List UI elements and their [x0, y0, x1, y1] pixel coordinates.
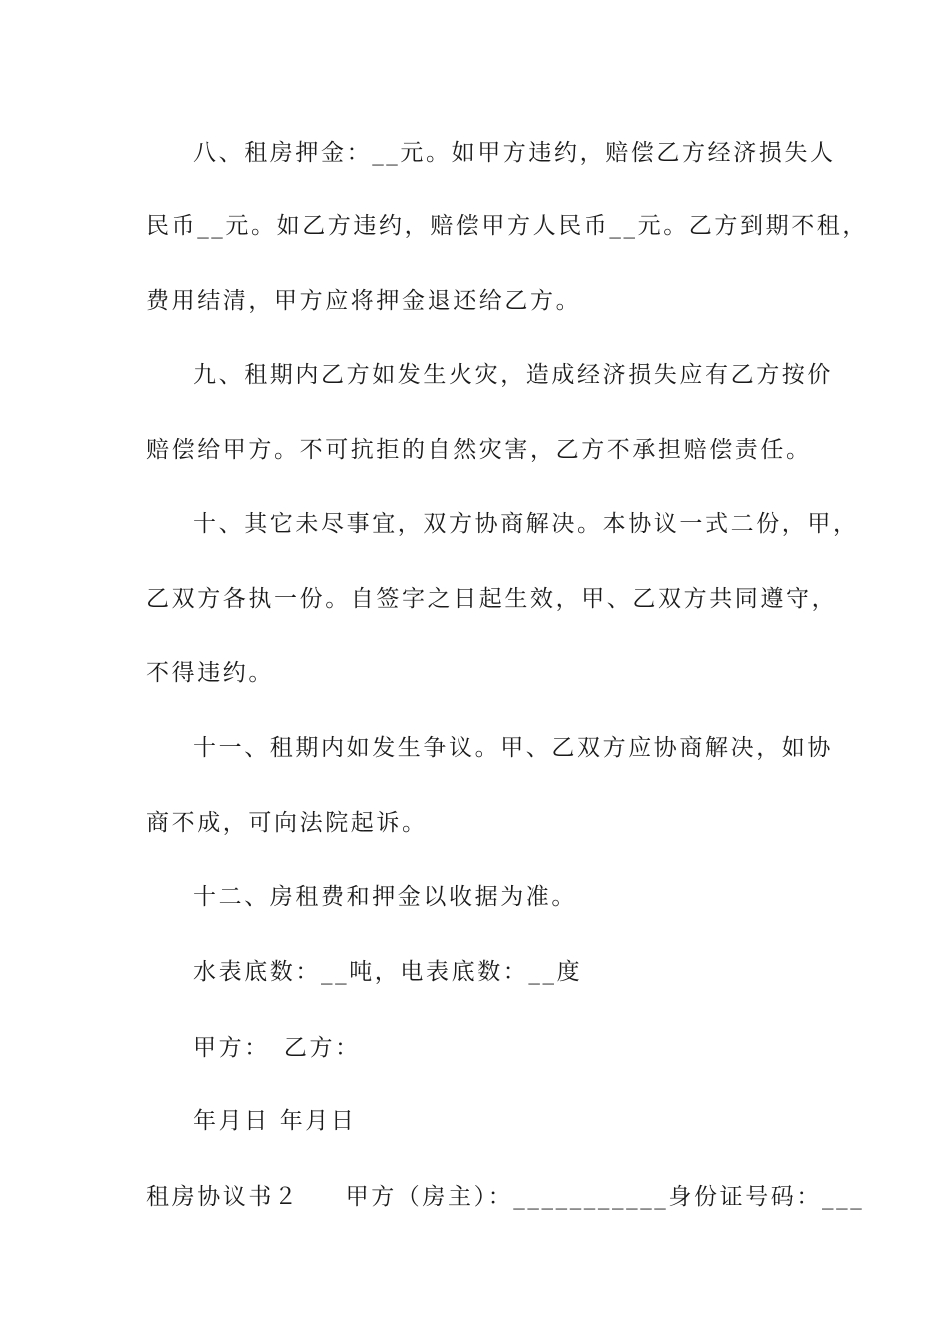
party-a-id-line: 甲方（房主）：___________身份证号码：___	[345, 1184, 865, 1210]
clause-12-line-1: 十二、房租费和押金以收据为准。	[193, 884, 577, 910]
clause-11-line-2: 商不成，可向法院起诉。	[146, 810, 428, 836]
signature-dates: 年月日 年月日	[193, 1108, 357, 1134]
clause-9-line-2: 赔偿给甲方。不可抗拒的自然灾害，乙方不承担赔偿责任。	[146, 437, 812, 463]
clause-8-line-3: 费用结清，甲方应将押金退还给乙方。	[146, 288, 582, 314]
clause-8-line-2: 民币__元。如乙方违约，赔偿甲方人民币__元。乙方到期不租，	[146, 213, 868, 239]
next-document-title: 租房协议书２	[146, 1184, 300, 1210]
clause-10-line-2: 乙双方各执一份。自签字之日起生效，甲、乙双方共同遵守，	[146, 586, 838, 612]
clause-8-line-1: 八、租房押金：__元。如甲方违约，赔偿乙方经济损失人	[193, 140, 836, 166]
clause-9-line-1: 九、租期内乙方如发生火灾，造成经济损失应有乙方按价	[193, 362, 833, 388]
meter-readings: 水表底数：__吨，电表底数：__度	[193, 959, 583, 985]
clause-11-line-1: 十一、租期内如发生争议。甲、乙双方应协商解决，如协	[193, 735, 833, 761]
next-document-header	[146, 1182, 864, 1212]
signature-parties: 甲方： 乙方：	[193, 1035, 361, 1061]
clause-10-line-3: 不得违约。	[146, 660, 274, 686]
clause-10-line-1: 十、其它未尽事宜，双方协商解决。本协议一式二份，甲，	[193, 511, 859, 537]
